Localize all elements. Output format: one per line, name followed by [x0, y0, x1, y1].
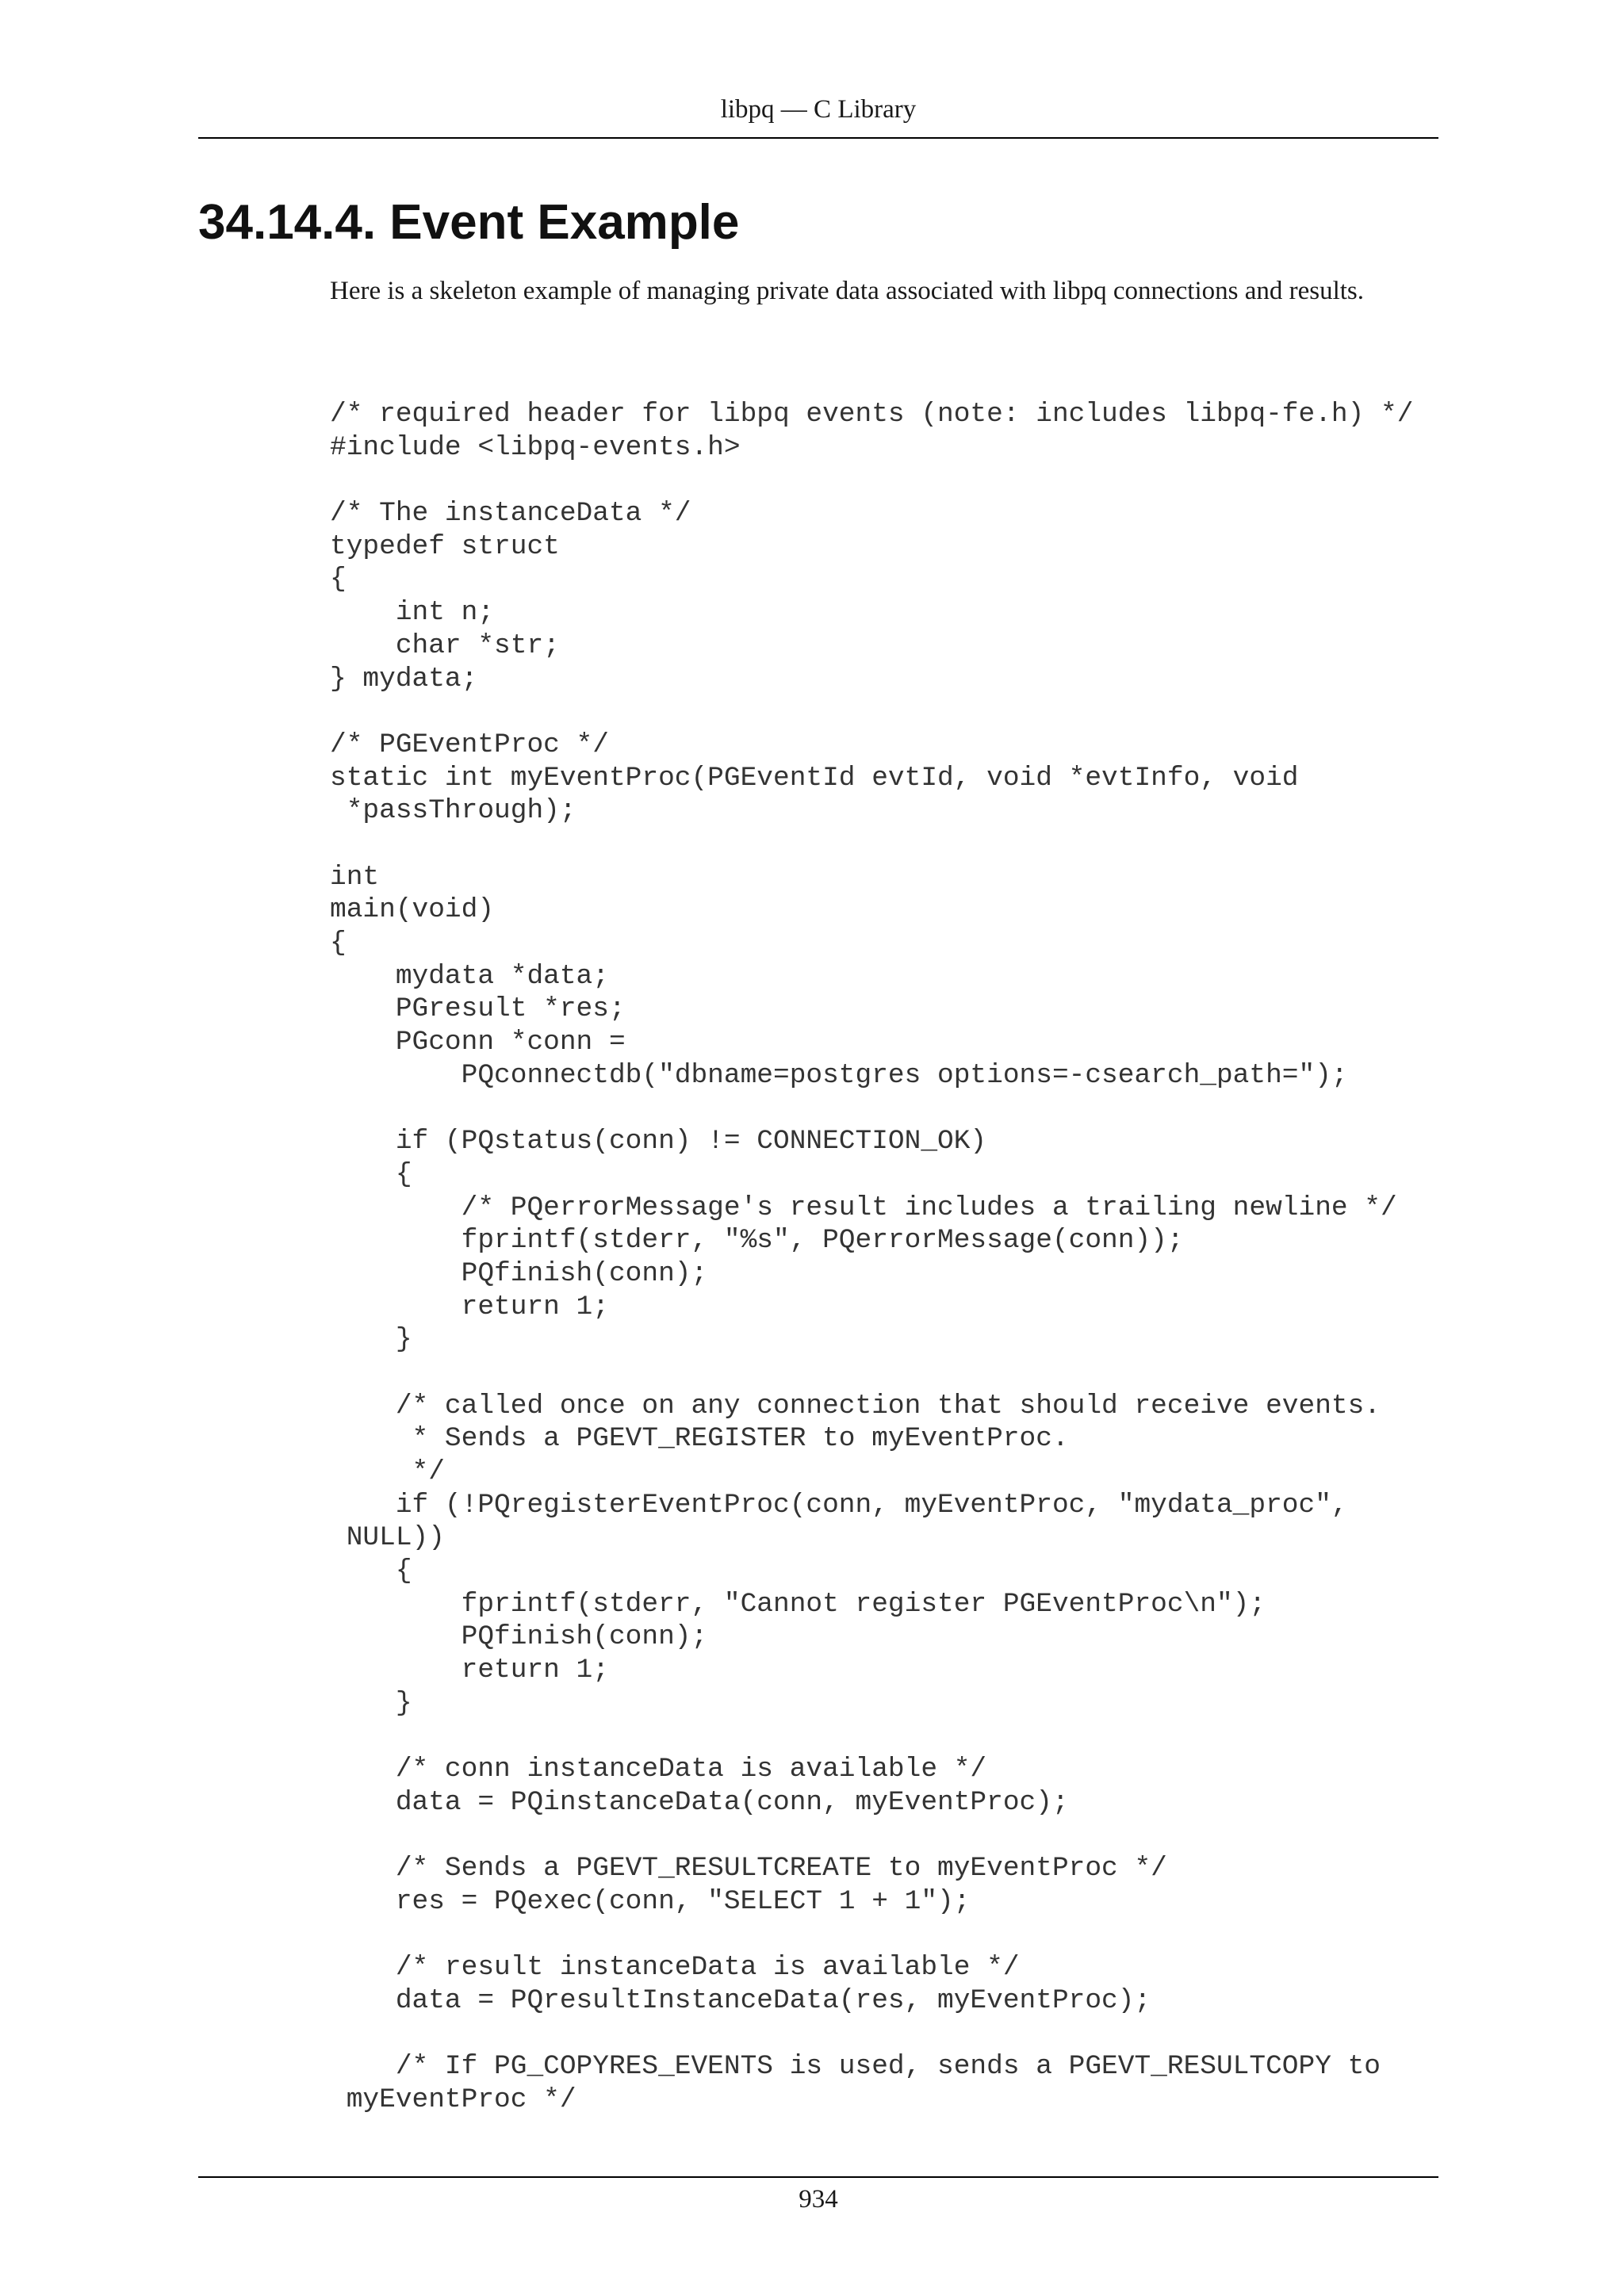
code-line: res = PQexec(conn, "SELECT 1 + 1");	[330, 1885, 971, 1917]
code-line: data = PQresultInstanceData(res, myEventProc);	[330, 1985, 1151, 2016]
code-line: char *str;	[330, 629, 560, 661]
footer-rule	[198, 2176, 1438, 2178]
code-line	[330, 828, 1440, 861]
section-title: 34.14.4. Event Example	[198, 195, 740, 250]
code-line: /* result instanceData is available */	[330, 1952, 1020, 1984]
code-line: data = PQinstanceData(conn, myEventProc);	[330, 1786, 1069, 1818]
code-line: {	[330, 1158, 412, 1190]
code-line: PQconnectdb("dbname=postgres options=-csearch_path=");	[330, 1059, 1348, 1091]
code-line: /* called once on any connection that should receive events.	[330, 1390, 1381, 1422]
code-line: * Sends a PGEVT_REGISTER to myEventProc.	[330, 1423, 1069, 1455]
code-line: {	[330, 928, 347, 959]
running-header: libpq — C Library	[720, 95, 917, 124]
code-line	[330, 1820, 1440, 1853]
code-line: /* PQerrorMessage's result includes a trailing newline */	[330, 1192, 1397, 1223]
code-line: typedef struct	[330, 530, 560, 562]
code-line: *passThrough);	[330, 795, 576, 827]
code-line: NULL))	[330, 1522, 445, 1554]
code-line: myEventProc */	[330, 2084, 576, 2116]
code-line	[330, 1720, 1440, 1754]
code-line: PGconn *conn =	[330, 1027, 626, 1058]
code-line: PGresult *res;	[330, 993, 626, 1025]
code-line: /* PGEventProc */	[330, 729, 609, 760]
code-line: return 1;	[330, 1291, 609, 1322]
code-line	[330, 1919, 1440, 1952]
code-line: {	[330, 564, 347, 595]
code-line: */	[330, 1456, 445, 1487]
header-rule	[198, 137, 1438, 139]
code-line: if (PQstatus(conn) != CONNECTION_OK)	[330, 1126, 987, 1158]
code-line: mydata *data;	[330, 960, 609, 992]
code-line	[330, 1092, 1440, 1125]
code-line: int	[330, 861, 380, 893]
code-line: }	[330, 1687, 412, 1719]
code-line	[330, 464, 1440, 497]
code-block	[330, 398, 1440, 2117]
code-line: {	[330, 1556, 412, 1587]
code-line: fprintf(stderr, "%s", PQerrorMessage(conn));	[330, 1225, 1184, 1257]
code-line: static int myEventProc(PGEventId evtId, void *evtInfo, void	[330, 762, 1299, 794]
code-line: int n;	[330, 597, 495, 629]
code-line: /* If PG_COPYRES_EVENTS is used, sends a PGEVT_RESULTCOPY to	[330, 2051, 1381, 2083]
code-line: main(void)	[330, 894, 495, 926]
code-line: }	[330, 1324, 412, 1356]
code-line: if (!PQregisterEventProc(conn, myEventProc, "mydata_proc",	[330, 1489, 1348, 1521]
code-line: PQfinish(conn);	[330, 1621, 708, 1653]
code-line: /* required header for libpq events (note: includes libpq-fe.h) */	[330, 399, 1414, 430]
code-line: PQfinish(conn);	[330, 1257, 708, 1289]
code-line	[330, 1357, 1440, 1390]
code-line: /* The instanceData */	[330, 498, 691, 530]
code-line	[330, 2018, 1440, 2051]
code-line: #include <libpq-events.h>	[330, 431, 741, 463]
code-line: fprintf(stderr, "Cannot register PGEventProc\n");	[330, 1588, 1266, 1620]
code-line: return 1;	[330, 1655, 609, 1686]
code-line: /* Sends a PGEVT_RESULTCREATE to myEventProc */	[330, 1853, 1167, 1885]
page-number: 934	[799, 2185, 838, 2214]
code-line	[330, 695, 1440, 729]
code-line: /* conn instanceData is available */	[330, 1754, 987, 1785]
code-line: } mydata;	[330, 663, 478, 695]
intro-paragraph: Here is a skeleton example of managing private data associated with libpq connections and results.	[330, 277, 1365, 305]
